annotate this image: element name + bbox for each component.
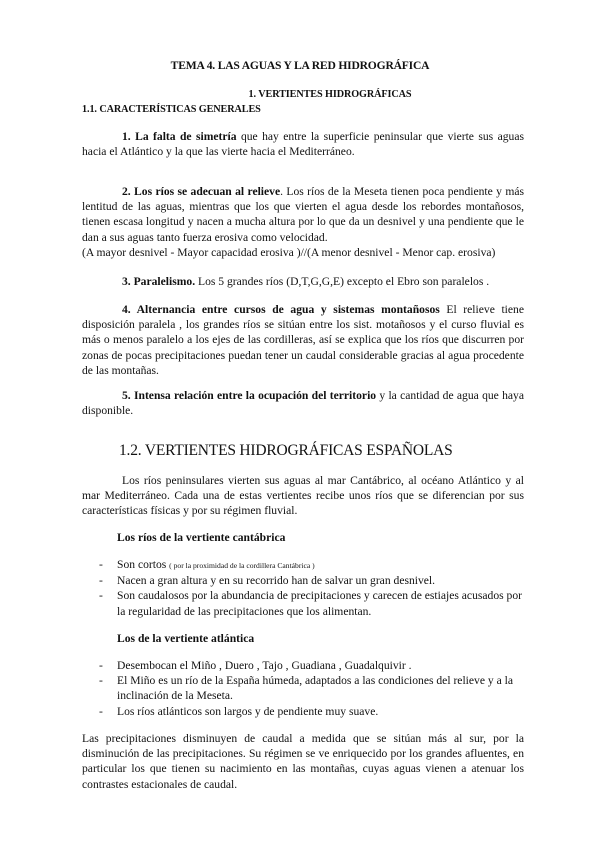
list-cantabrica: [99, 557, 527, 619]
list-item: - El Miño es un río de la España húmeda, adaptados a las condiciones del relieve y a la inclinación de la Meseta.: [99, 674, 513, 703]
paragraph-asimetria: [82, 129, 524, 159]
document-title: TEMA 4. LAS AGUAS Y LA RED HIDROGRÁFICA: [170, 59, 430, 72]
paragraph-ocupacion: [82, 388, 524, 418]
paragraph-lead: 1. La falta de simetría: [122, 130, 237, 143]
section-heading-vertientes-espanolas: 1.2. VERTIENTES HIDROGRÁFICAS ESPAÑOLAS: [119, 442, 453, 459]
paragraph-lead: 4. Alternancia entre cursos de agua y sistemas montañosos: [122, 303, 440, 316]
heading-vertiente-cantabrica: Los ríos de la vertiente cantábrica: [117, 531, 286, 544]
list-item: - Los ríos atlánticos son largos y de pendiente muy suave.: [99, 704, 379, 718]
paragraph-text: y la cantidad de agua que haya disponible.: [82, 389, 524, 418]
paragraph-lead: 3. Paralelismo.: [122, 275, 196, 288]
list-item: - Desembocan el Miño , Duero , Tajo , Guadiana , Guadalquivir .: [99, 659, 412, 672]
list-atlantica: [99, 658, 527, 719]
paragraph-text: que hay entre la superficie peninsular que vierte sus aguas hacia el Atlántico y la que las vierte hacia el Mediterráneo.: [82, 130, 524, 159]
paragraph-paralelismo: [82, 274, 524, 289]
paragraph-intro-vertientes: Los ríos peninsulares vierten sus aguas al mar Cantábrico, al océano Atlántico y al mar Mediterráneo. Cada una de estas vertientes recibe unos ríos que se diferencian por sus características físicas y por su régimen fluvial.: [82, 474, 524, 518]
paragraph-text: Los 5 grandes ríos (D,T,G,G,E) excepto el Ebro son paralelos .: [195, 275, 490, 288]
erosion-note: (A mayor desnivel - Mayor capacidad erosiva )//(A menor desnivel - Menor cap. erosiva): [82, 246, 496, 259]
paragraph-lead: 5. Intensa relación entre la ocupación del territorio: [122, 389, 377, 402]
paragraph-relieve: [82, 184, 524, 245]
section-heading-vertientes: 1. VERTIENTES HIDROGRÁFICAS: [248, 89, 412, 100]
paragraph-lead: 2. Los ríos se adecuan al relieve: [122, 185, 281, 198]
list-item: - Nacen a gran altura y en su recorrido han de salvar un gran desnivel.: [99, 574, 436, 588]
subsection-heading-caracteristicas: 1.1. CARACTERÍSTICAS GENERALES: [82, 104, 261, 115]
list-item: - Son caudalosos por la abundancia de precipitaciones y carecen de estiajes acusados por la regularidad de las precipitaciones que los alimentan.: [99, 589, 522, 618]
heading-vertiente-atlantica: Los de la vertiente atlántica: [117, 632, 255, 645]
paragraph-text: El relieve tiene disposición paralela , los grandes ríos se sitúan entre los sist. motañosos y el curso fluvial es más o menos paralelo a los ejes de las cordilleras, así se explica que los ríos que discurren por zonas de pocas precipitaciones puedan tener un caudal considerable gracias al agua procedente de las montañas.: [82, 303, 524, 377]
paragraph-text: . Los ríos de la Meseta tienen poca pendiente y más lentitud de las aguas, mientras que los que vierten el agua desde los rebordes montañosos, tienen escasa longitud y nacen a mucha altura por lo que da un desnivel y una pendiente que le dan a sus aguas tanto fuerza erosiva como velocidad.: [82, 185, 524, 244]
list-item: - Son cortos ( por la proximidad de la cordillera Cantábrica ): [99, 558, 315, 571]
paragraph-alternancia: [82, 302, 524, 378]
paragraph-precipitaciones: Las precipitaciones disminuyen de caudal a medida que se sitúan más al sur, por la disminución de las precipitaciones. Su régimen se ve enriquecido por los grandes afluentes, en particular los que tienen su nacimiento en las montañas, cuyas aguas vienen a atenuar los contrastes estacionales de caudal.: [82, 732, 524, 791]
